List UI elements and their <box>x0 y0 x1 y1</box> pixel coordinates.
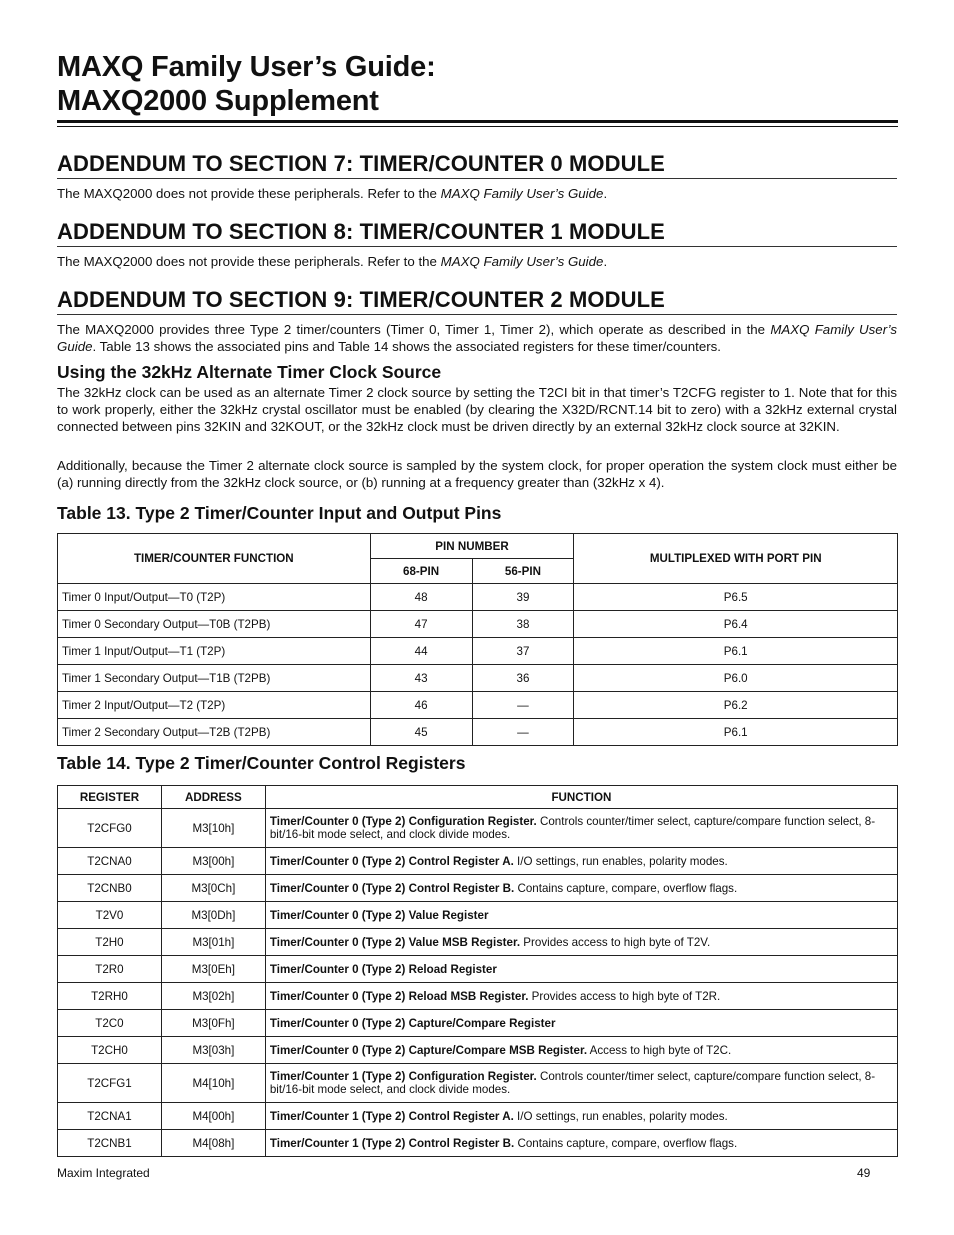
table-row <box>58 692 898 719</box>
pin56-cell: 39 <box>472 584 574 611</box>
register-cell: T2CFG0 <box>58 809 162 848</box>
pin56-cell: — <box>472 719 574 746</box>
register-cell: T2C0 <box>58 1010 162 1037</box>
function-name: Timer/Counter 1 (Type 2) Control Register B. <box>269 1136 515 1150</box>
table-row <box>58 611 898 638</box>
table-row <box>58 929 898 956</box>
function-cell <box>265 1010 897 1037</box>
guide-reference: MAXQ Family User’s Guide <box>57 322 897 354</box>
function-name: Timer/Counter 0 (Type 2) Reload Register <box>269 962 497 976</box>
pin68-cell: 46 <box>370 692 472 719</box>
document-title <box>57 50 897 118</box>
address-cell: M4[10h] <box>161 1064 265 1103</box>
address-cell: M3[02h] <box>161 983 265 1010</box>
section-7-text-b: . <box>603 186 608 201</box>
subsection-paragraph-1: The 32kHz clock can be used as an alternate Timer 2 clock source by setting the T2CI bit in that timer’s T2CFG register to 1. Note that for this to work properly, either the 32kHz crystal oscillator must be enabled (by clearing the X32D/RCNT.14 bit to zero) with a 32kHz external crystal connected between pins 32KIN and 32KOUT, or the 32kHz clock must be driven directly by an external 32kHz clock source at 32KIN. <box>57 385 897 434</box>
footer-company: Maxim Integrated <box>57 1166 150 1180</box>
header-68-pin: 68-PIN <box>370 559 472 584</box>
pin56-cell: 38 <box>472 611 574 638</box>
section-8-heading: ADDENDUM TO SECTION 8: TIMER/COUNTER 1 MODULE <box>57 219 897 247</box>
register-cell: T2R0 <box>58 956 162 983</box>
function-desc: Provides access to high byte of T2V. <box>520 935 711 949</box>
table-row <box>58 584 898 611</box>
function-cell <box>265 809 897 848</box>
register-cell: T2CNB0 <box>58 875 162 902</box>
function-cell <box>265 902 897 929</box>
address-cell: M3[00h] <box>161 848 265 875</box>
table-row <box>58 1130 898 1157</box>
section-9-heading: ADDENDUM TO SECTION 9: TIMER/COUNTER 2 MODULE <box>57 287 897 315</box>
table-13-title: Table 13. Type 2 Timer/Counter Input and Output Pins <box>57 503 502 523</box>
function-cell <box>265 1064 897 1103</box>
register-cell: T2CNA0 <box>58 848 162 875</box>
function-cell: Timer 0 Input/Output—T0 (T2P) <box>58 584 371 611</box>
function-desc: Access to high byte of T2C. <box>587 1043 732 1057</box>
title-line-1: MAXQ Family User’s Guide: <box>57 51 436 83</box>
table-row <box>58 956 898 983</box>
guide-reference: MAXQ Family User’s Guide <box>440 254 604 269</box>
table-row <box>58 848 898 875</box>
function-cell: Timer 2 Secondary Output—T2B (T2PB) <box>58 719 371 746</box>
function-name: Timer/Counter 0 (Type 2) Value MSB Register. <box>269 935 521 949</box>
subsection-paragraph-2: Additionally, because the Timer 2 alternate clock source is sampled by the system clock, for proper operation the system clock must either be (a) running directly from the 32kHz clock source, or (b) running at a frequency greater than (32kHz x 4). <box>57 458 897 490</box>
header-multiplexed: MULTIPLEXED WITH PORT PIN <box>574 534 898 584</box>
function-cell <box>265 929 897 956</box>
table-row <box>58 875 898 902</box>
function-desc: I/O settings, run enables, polarity modes. <box>513 1109 728 1123</box>
function-name: Timer/Counter 0 (Type 2) Capture/Compare MSB Register. <box>269 1043 588 1057</box>
function-desc: Controls counter/timer select, capture/compare function select, 8-bit/16-bit mode select, and clock divide modes. <box>269 1070 876 1096</box>
section-9-text-a: The MAXQ2000 provides three Type 2 timer/counters (Timer 0, Timer 1, Timer 2), which operate as described in the <box>57 322 771 337</box>
section-7-text <box>57 185 897 202</box>
section-9-text-b: . Table 13 shows the associated pins and Table 14 shows the associated registers for these timer/counters. <box>92 339 721 354</box>
table-row <box>58 983 898 1010</box>
port-cell: P6.5 <box>574 584 898 611</box>
table-row <box>58 809 898 848</box>
address-cell: M3[0Ch] <box>161 875 265 902</box>
function-cell <box>265 1037 897 1064</box>
function-cell <box>265 956 897 983</box>
register-cell: T2CFG1 <box>58 1064 162 1103</box>
function-desc: Contains capture, compare, overflow flags. <box>514 1136 738 1150</box>
function-cell: Timer 1 Input/Output—T1 (T2P) <box>58 638 371 665</box>
address-cell: M3[0Fh] <box>161 1010 265 1037</box>
table-row <box>58 719 898 746</box>
port-cell: P6.0 <box>574 665 898 692</box>
function-cell <box>265 848 897 875</box>
address-cell: M3[0Eh] <box>161 956 265 983</box>
section-8-text-a: The MAXQ2000 does not provide these peripherals. Refer to the <box>57 254 441 269</box>
header-address: ADDRESS <box>161 786 265 809</box>
pin68-cell: 45 <box>370 719 472 746</box>
address-cell: M4[00h] <box>161 1103 265 1130</box>
function-desc: Contains capture, compare, overflow flags. <box>514 881 738 895</box>
port-cell: P6.1 <box>574 719 898 746</box>
register-cell: T2H0 <box>58 929 162 956</box>
function-cell <box>265 1130 897 1157</box>
table-row <box>58 638 898 665</box>
table-row <box>58 665 898 692</box>
register-cell: T2CNA1 <box>58 1103 162 1130</box>
address-cell: M3[01h] <box>161 929 265 956</box>
function-cell: Timer 1 Secondary Output—T1B (T2PB) <box>58 665 371 692</box>
section-7-heading: ADDENDUM TO SECTION 7: TIMER/COUNTER 0 MODULE <box>57 151 897 179</box>
pin56-cell: 37 <box>472 638 574 665</box>
function-cell: Timer 2 Input/Output—T2 (T2P) <box>58 692 371 719</box>
register-cell: T2V0 <box>58 902 162 929</box>
header-pin-number: PIN NUMBER <box>370 534 574 559</box>
function-name: Timer/Counter 1 (Type 2) Configuration Register. <box>269 1070 537 1083</box>
function-cell <box>265 1103 897 1130</box>
page-number: 49 <box>857 1166 871 1180</box>
address-cell: M4[08h] <box>161 1130 265 1157</box>
function-cell <box>265 983 897 1010</box>
pin56-cell: 36 <box>472 665 574 692</box>
header-56-pin: 56-PIN <box>472 559 574 584</box>
table-14-title: Table 14. Type 2 Timer/Counter Control Registers <box>57 753 466 773</box>
registers-table <box>57 785 898 1157</box>
title-rule-thin <box>57 126 898 127</box>
header-function: FUNCTION <box>265 786 897 809</box>
table-row <box>58 902 898 929</box>
function-cell: Timer 0 Secondary Output—T0B (T2PB) <box>58 611 371 638</box>
function-name: Timer/Counter 0 (Type 2) Value Register <box>269 908 489 922</box>
register-cell: T2CNB1 <box>58 1130 162 1157</box>
function-desc: Controls counter/timer select, capture/compare function select, 8-bit/16-bit mode select, and clock divide modes. <box>269 815 876 841</box>
table-row <box>58 1064 898 1103</box>
function-name: Timer/Counter 0 (Type 2) Configuration Register. <box>269 815 537 828</box>
section-8-text <box>57 253 897 270</box>
function-name: Timer/Counter 0 (Type 2) Reload MSB Register. <box>269 989 529 1003</box>
function-desc: Provides access to high byte of T2R. <box>528 989 721 1003</box>
table-row <box>58 1037 898 1064</box>
port-cell: P6.1 <box>574 638 898 665</box>
subsection-heading: Using the 32kHz Alternate Timer Clock Source <box>57 362 442 382</box>
address-cell: M3[0Dh] <box>161 902 265 929</box>
table-row <box>58 1010 898 1037</box>
register-cell: T2RH0 <box>58 983 162 1010</box>
section-7-text-a: The MAXQ2000 does not provide these peripherals. Refer to the <box>57 186 441 201</box>
function-name: Timer/Counter 0 (Type 2) Control Register A. <box>269 854 514 868</box>
header-function: TIMER/COUNTER FUNCTION <box>58 534 371 584</box>
title-rule-thick <box>57 120 898 123</box>
function-name: Timer/Counter 0 (Type 2) Capture/Compare Register <box>269 1016 556 1030</box>
address-cell: M3[03h] <box>161 1037 265 1064</box>
title-line-2: MAXQ2000 Supplement <box>57 85 379 117</box>
function-name: Timer/Counter 1 (Type 2) Control Register A. <box>269 1109 514 1123</box>
function-desc: I/O settings, run enables, polarity modes. <box>513 854 728 868</box>
pin68-cell: 44 <box>370 638 472 665</box>
function-cell <box>265 875 897 902</box>
pin56-cell: — <box>472 692 574 719</box>
section-9-text <box>57 321 897 355</box>
pins-table <box>57 533 898 746</box>
function-name: Timer/Counter 0 (Type 2) Control Register B. <box>269 881 515 895</box>
register-cell: T2CH0 <box>58 1037 162 1064</box>
section-8-text-b: . <box>603 254 608 269</box>
pin68-cell: 48 <box>370 584 472 611</box>
guide-reference: MAXQ Family User’s Guide <box>440 186 604 201</box>
port-cell: P6.4 <box>574 611 898 638</box>
header-register: REGISTER <box>58 786 162 809</box>
port-cell: P6.2 <box>574 692 898 719</box>
pin68-cell: 43 <box>370 665 472 692</box>
table-row <box>58 1103 898 1130</box>
address-cell: M3[10h] <box>161 809 265 848</box>
pin68-cell: 47 <box>370 611 472 638</box>
